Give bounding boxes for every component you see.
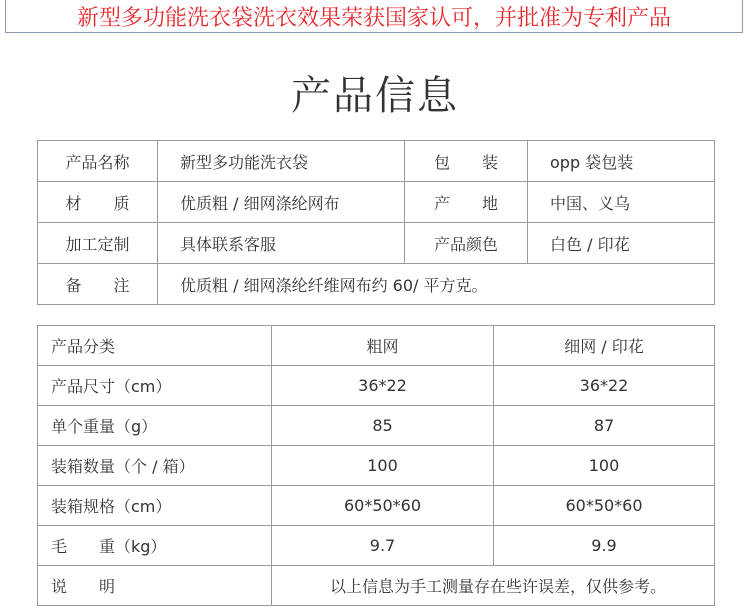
promo-banner <box>5 0 743 33</box>
note-value: 以上信息为手工测量存在些许误差，仅供参考。 <box>272 566 715 606</box>
spec-value: 85 <box>272 406 494 446</box>
product-info-table <box>37 140 715 305</box>
spec-value: 87 <box>494 406 715 446</box>
spec-value: 36*22 <box>272 366 494 406</box>
info-label: 包 装 <box>405 141 528 182</box>
table-header-row <box>38 326 715 366</box>
spec-value: 9.7 <box>272 526 494 566</box>
spec-label: 装箱数量（个 / 箱） <box>38 446 272 486</box>
info-label: 加工定制 <box>38 223 158 264</box>
info-value: opp 袋包装 <box>528 141 715 182</box>
table-row <box>38 182 715 223</box>
table-row <box>38 366 715 406</box>
spec-label: 产品尺寸（cm） <box>38 366 272 406</box>
table-row <box>38 406 715 446</box>
note-label: 说 明 <box>38 566 272 606</box>
info-label: 材 质 <box>38 182 158 223</box>
spec-label: 单个重量（g） <box>38 406 272 446</box>
spec-header-label: 产品分类 <box>38 326 272 366</box>
info-value: 白色 / 印花 <box>528 223 715 264</box>
remark-label: 备 注 <box>38 264 158 305</box>
spec-label: 装箱规格（cm） <box>38 486 272 526</box>
info-value: 具体联系客服 <box>158 223 405 264</box>
spec-value: 9.9 <box>494 526 715 566</box>
spec-value: 100 <box>272 446 494 486</box>
table-row <box>38 486 715 526</box>
remark-value: 优质粗 / 细网涤纶纤维网布约 60/ 平方克。 <box>158 264 715 305</box>
table-row <box>38 446 715 486</box>
table-row <box>38 526 715 566</box>
info-label: 产 地 <box>405 182 528 223</box>
info-label: 产品颜色 <box>405 223 528 264</box>
product-spec-table <box>37 325 715 606</box>
page-title: 产品信息 <box>291 73 459 119</box>
spec-value: 60*50*60 <box>494 486 715 526</box>
spec-label: 毛 重（kg） <box>38 526 272 566</box>
spec-value: 100 <box>494 446 715 486</box>
spec-header-col2: 细网 / 印花 <box>494 326 715 366</box>
info-value: 新型多功能洗衣袋 <box>158 141 405 182</box>
info-value: 优质粗 / 细网涤纶网布 <box>158 182 405 223</box>
table-row <box>38 141 715 182</box>
spec-value: 36*22 <box>494 366 715 406</box>
promo-banner-text: 新型多功能洗衣袋洗衣效果荣获国家认可，并批准为专利产品 <box>76 5 671 31</box>
info-value: 中国、义乌 <box>528 182 715 223</box>
table-row <box>38 264 715 305</box>
spec-value: 60*50*60 <box>272 486 494 526</box>
table-row <box>38 223 715 264</box>
info-label: 产品名称 <box>38 141 158 182</box>
spec-header-col1: 粗网 <box>272 326 494 366</box>
table-row <box>38 566 715 606</box>
